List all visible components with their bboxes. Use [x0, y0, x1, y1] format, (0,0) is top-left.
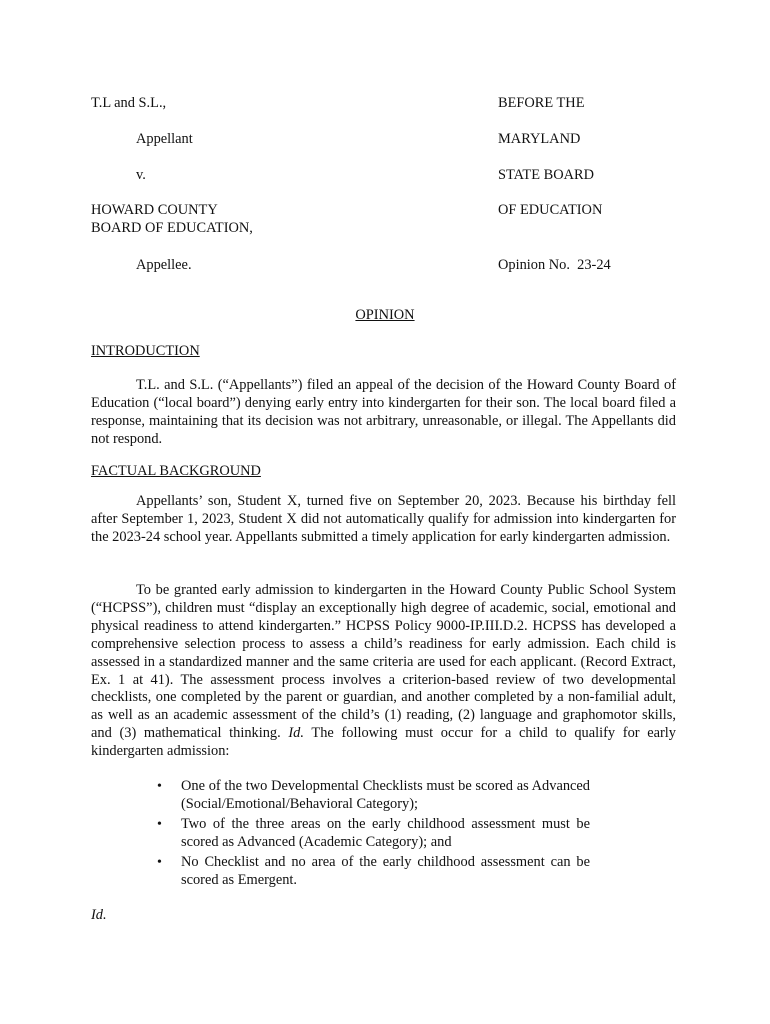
requirements-list [155, 778, 590, 891]
caption-party2-line1: HOWARD COUNTY [91, 202, 218, 218]
factual-background-heading: FACTUAL BACKGROUND [91, 463, 261, 479]
caption-party2-line2: BOARD OF EDUCATION, [91, 220, 253, 236]
bullet-icon: • [157, 779, 162, 794]
factual-paragraph-2 [91, 582, 676, 761]
caption-party1: T.L and S.L., [91, 95, 167, 111]
closing-id-citation: Id. [91, 907, 107, 923]
paragraph-2-tail: The following must occur for a child to qualify for early kindergarten admission: [91, 725, 676, 760]
caption-right-line4: OF EDUCATION [498, 202, 603, 218]
bullet-icon: • [157, 854, 162, 870]
bullet-icon: • [157, 816, 162, 832]
paragraph-2-text: To be granted early admission to kindergarten in the Howard County Public School System (“HCPSS”), children must “display an exceptionally high degree of academic, social, emotional and physical readiness to attend kindergarten.” HCPSS Policy 9000-IP.III.D.2. HCPSS has developed a comprehensive selection process to assess a child’s readiness for early admission. Each child is assessed in a standardized manner and the same criteria are used for each applicant. (Record Extract, Ex. 1 at 41). The assessment process involves a criterion-based review of two developmental checklists, one completed by the parent or guardian, and another completed by a non-familial adult, as well as an academic assessment of the child’s (1) reading, (2) language and graphomotor skills, and (3) mathematical thinking. [91, 582, 676, 742]
opinion-number: Opinion No. 23-24 [498, 257, 611, 273]
caption-right-line1: BEFORE THE [498, 95, 585, 111]
introduction-heading: INTRODUCTION [91, 343, 200, 359]
introduction-paragraph: T.L. and S.L. (“Appellants”) filed an appeal of the decision of the Howard County Board of Education (“local board”) denying early entry into kindergarten for their son. The local board filed a response, maintaining that its decision was not arbitrary, unreasonable, or illegal. The Appellants did not respond. [91, 377, 676, 447]
list-item: • Two of the three areas on the early childhood assessment must be scored as Advanced (Academic Category); and [157, 815, 590, 850]
caption-role1: Appellant [136, 131, 193, 147]
caption-right-line2: MARYLAND [498, 131, 581, 147]
page-title: OPINION [355, 307, 415, 323]
caption-role2: Appellee. [136, 257, 192, 273]
list-item: • No Checklist and no area of the early childhood assessment can be scored as Emergent. [157, 853, 590, 888]
list-item: • One of the two Developmental Checklists must be scored as Advanced (Social/Emotional/Behavioral Category); [157, 778, 590, 812]
id-citation: Id. [288, 725, 304, 742]
caption-right-line3: STATE BOARD [498, 167, 594, 183]
factual-paragraph-1: Appellants’ son, Student X, turned five on September 20, 2023. Because his birthday fell after September 1, 2023, Student X did not automatically qualify for admission into kindergarten for the 2023-24 school year. Appellants submitted a timely application for early kindergarten admission. [91, 493, 676, 545]
caption-versus: v. [136, 167, 146, 183]
